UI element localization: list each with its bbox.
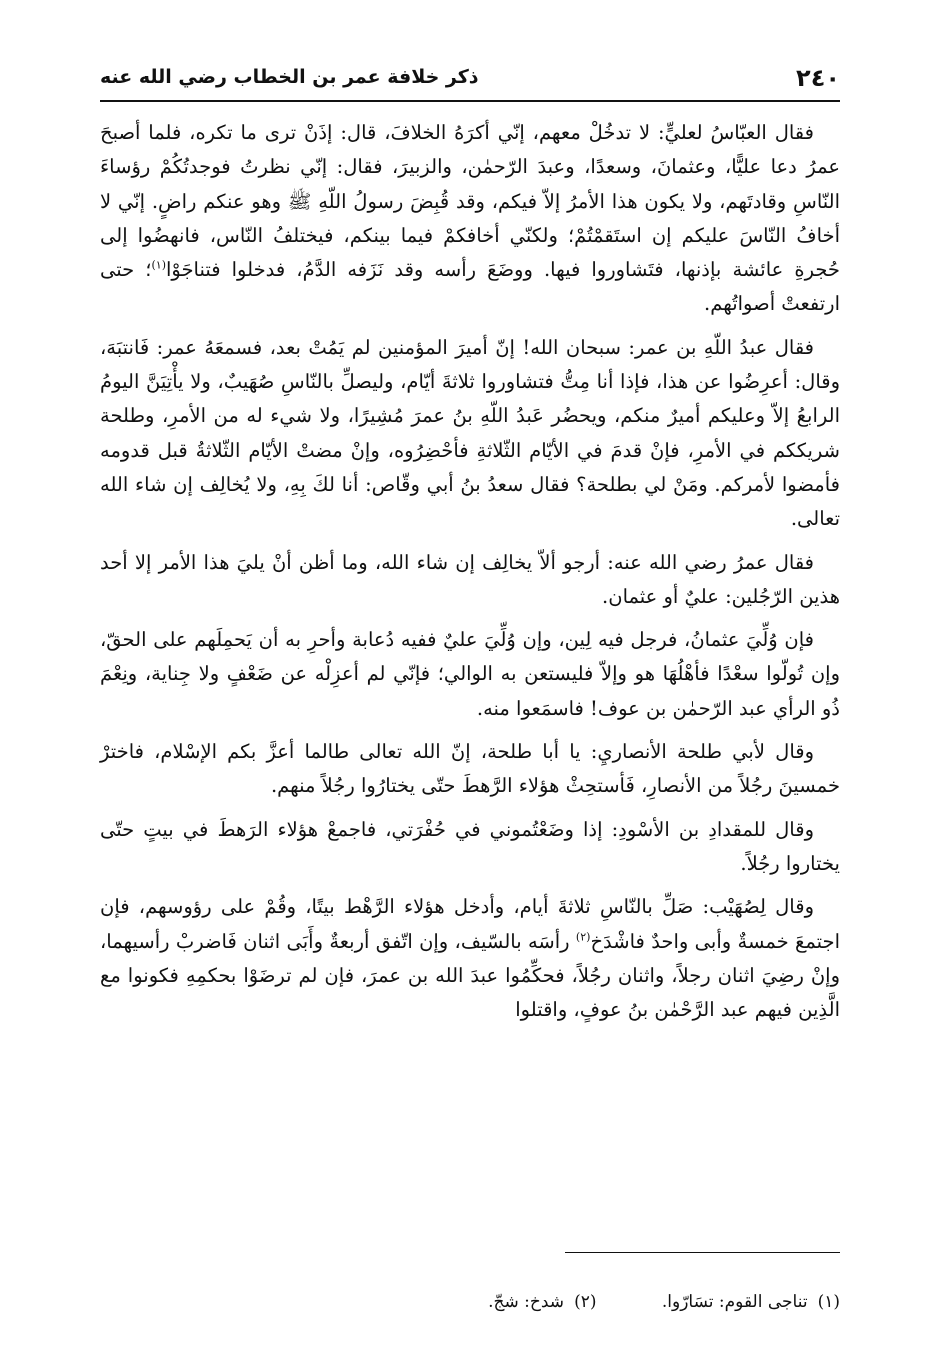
main-text [100, 116, 840, 1036]
paragraph-text: وقال لأبي طلحة الأنصاريِ: يا أبا طلحة، إنّ الله تعالى طالما أعزَّ بكم الإسْلام، فاخترْ خمسينَ رجُلاً من الأنصارِ، فَأستحِثْ هؤلاء الرَّهطَ حتّى يختارُوا رجُلاً منهم. [100, 740, 840, 798]
paragraph-text-cont: ؛ حتى ارتفعتْ أصواتُهم. [100, 258, 840, 316]
paragraph-text: وقال للمقدادِ بن الأسْودِ: إذا وضَعْتُموني في حُفْرَتي، فاجمعْ هؤلاء الرَهطَ في بيتٍ حتّى يختاروا رجُلاً. [100, 817, 840, 875]
paragraph-4 [100, 623, 840, 726]
header-divider [100, 100, 840, 102]
paragraph-6 [100, 813, 840, 882]
paragraph-1 [100, 116, 840, 322]
footnote-ref-1: (١) [151, 258, 166, 272]
footnote-divider [565, 1252, 840, 1253]
paragraph-text: فإن وُلِّيَ عثمانُ، فرجل فيه لِين، وإن وُلِّيَ عليٌ ففيه دُعابة وأحرِ به أن يَحمِلَهم على الحقّ، وإن تُولّوا سعْدًا فأهْلُهَا هو وإلاّ فليستعن به الوالي؛ فإنّي لم أعزِلْه عن ضَعْفٍ ولا جِناية، ونِعْمَ ذُو الرأي عبد الرّحمٰن بن عوف! فاسمَعوا منه. [100, 628, 840, 720]
footnotes [100, 1292, 840, 1312]
footnote-2 [488, 1292, 596, 1312]
paragraph-text-cont: رأسَه بالسّيف، وإن اتّفق أربعةٌ وأَبَى اثنان فَاضربْ رأسيهما، وإنْ رضِيَ اثنان رجلاً، واثنان رجُلاً، فحكِّمُوا عبدَ الله بن عمرَ، فإن لم ترضَوْا بحكمِهِ فكونوا مع الَّذِين فيهم عبد الرَّحْمٰن بنُ عوفٍ، واقتلوا [100, 929, 840, 1022]
footnote-text: شدخ: شجّ. [488, 1292, 565, 1312]
paragraph-text: فقال عمرُ رضي الله عنه: أرجو ألاّ يخالِف إن شاء الله، وما أظن أنْ يليَ هذا الأمر إلا أحد هذين الرّجُلين: عليٌ أو عثمان. [100, 550, 840, 608]
footnote-number: (١) [817, 1292, 840, 1312]
footnote-text: تناجى القوم: تسَارّوا. [661, 1292, 808, 1312]
paragraph-2 [100, 331, 840, 537]
running-header [100, 58, 840, 98]
footnote-1 [662, 1292, 840, 1312]
paragraph-text: وقال لِصُهَيْب: صَلِّ بالنّاسِ ثلاثةَ أيام، وأدخل هؤلاء الرَّهْط بيتًا، وقُمْ على رؤوسهم، فإن اجتمعَ خمسةٌ وأبى واحدٌ فاشْدَخ [100, 895, 841, 953]
running-title: ذكر خلافة عمر بن الخطاب رضي الله عنه [100, 66, 479, 88]
paragraph-3 [100, 546, 840, 615]
footnote-ref-2: (٢) [575, 930, 591, 944]
paragraph-text: فقال العبّاسُ لعليٍّ: لا تدخُلْ معهم، إنّي أكرَهُ الخلافَ، قال: إذَنْ ترى ما تكره، فلما أصبحَ عمرُ دعا عليًّا، وعثمانَ، وسعدًا، وعبدَ الرّحمٰن، والزبيرَ، فقال: إنّي نظرتُ فوجدتُكُمْ رؤساءَ النّاسِ وقادتَهم، ولا يكون هذا الأمرُ إلاّ فيكم، وقد قُبِضَ رسولُ اللّهِ ﷺ وهو عنكم راضٍ. إنّي لا أخافُ النّاسَ عليكم إن استَقمْتُمْ؛ ولكنّي أخافكمْ فيما بينكم، فيختلفُ النّاس، فانهضُوا إلى حُجرةِ عائشة بإذنها، فتَشاوروا فيها. ووضَعَ رأسه وقد نَزَفه الدَّمُ، فدخلوا فتناجَوْا [100, 121, 840, 282]
paragraph-5 [100, 735, 840, 804]
paragraph-text: فقال عبدُ اللّهِ بن عمر: سبحان الله! إنّ أميرَ المؤمنين لم يَمُتْ بعد، فسمعَهُ عمر: فَانتبَهَ، وقال: أعرِضُوا عن هذا، فإذا أنا مِتُّ فتشاوروا ثلاثةَ أيّام، وليصلِّ بالنّاسِ صُهَيبٌ، ولا يأْتِيَنَّ اليومُ الرابعُ إلاّ وعليكم أميرٌ منكم، ويحضُر عَبدُ اللّهِ بنُ عمرَ مُشِيرًا، ولا شيء له من الأمرِ، وطلحة شريككم في الأمرِ، فإنْ قدمَ في الأيّام الثّلاثةِ فأحْضِرُوه، وإنْ مضتْ الأيّام الثّلاثةُ قبل قدومه فأمضوا لأمركم. ومَنْ لي بطلحة؟ فقال سعدُ بنُ أبي وقّاص: أنا لكَ بِهِ، ولا يُخالِف إن شاء الله تعالى. [100, 335, 840, 531]
paragraph-7 [100, 890, 840, 1027]
footnote-number: (٢) [574, 1292, 597, 1312]
page-number: ٢٤٠ [796, 64, 840, 92]
